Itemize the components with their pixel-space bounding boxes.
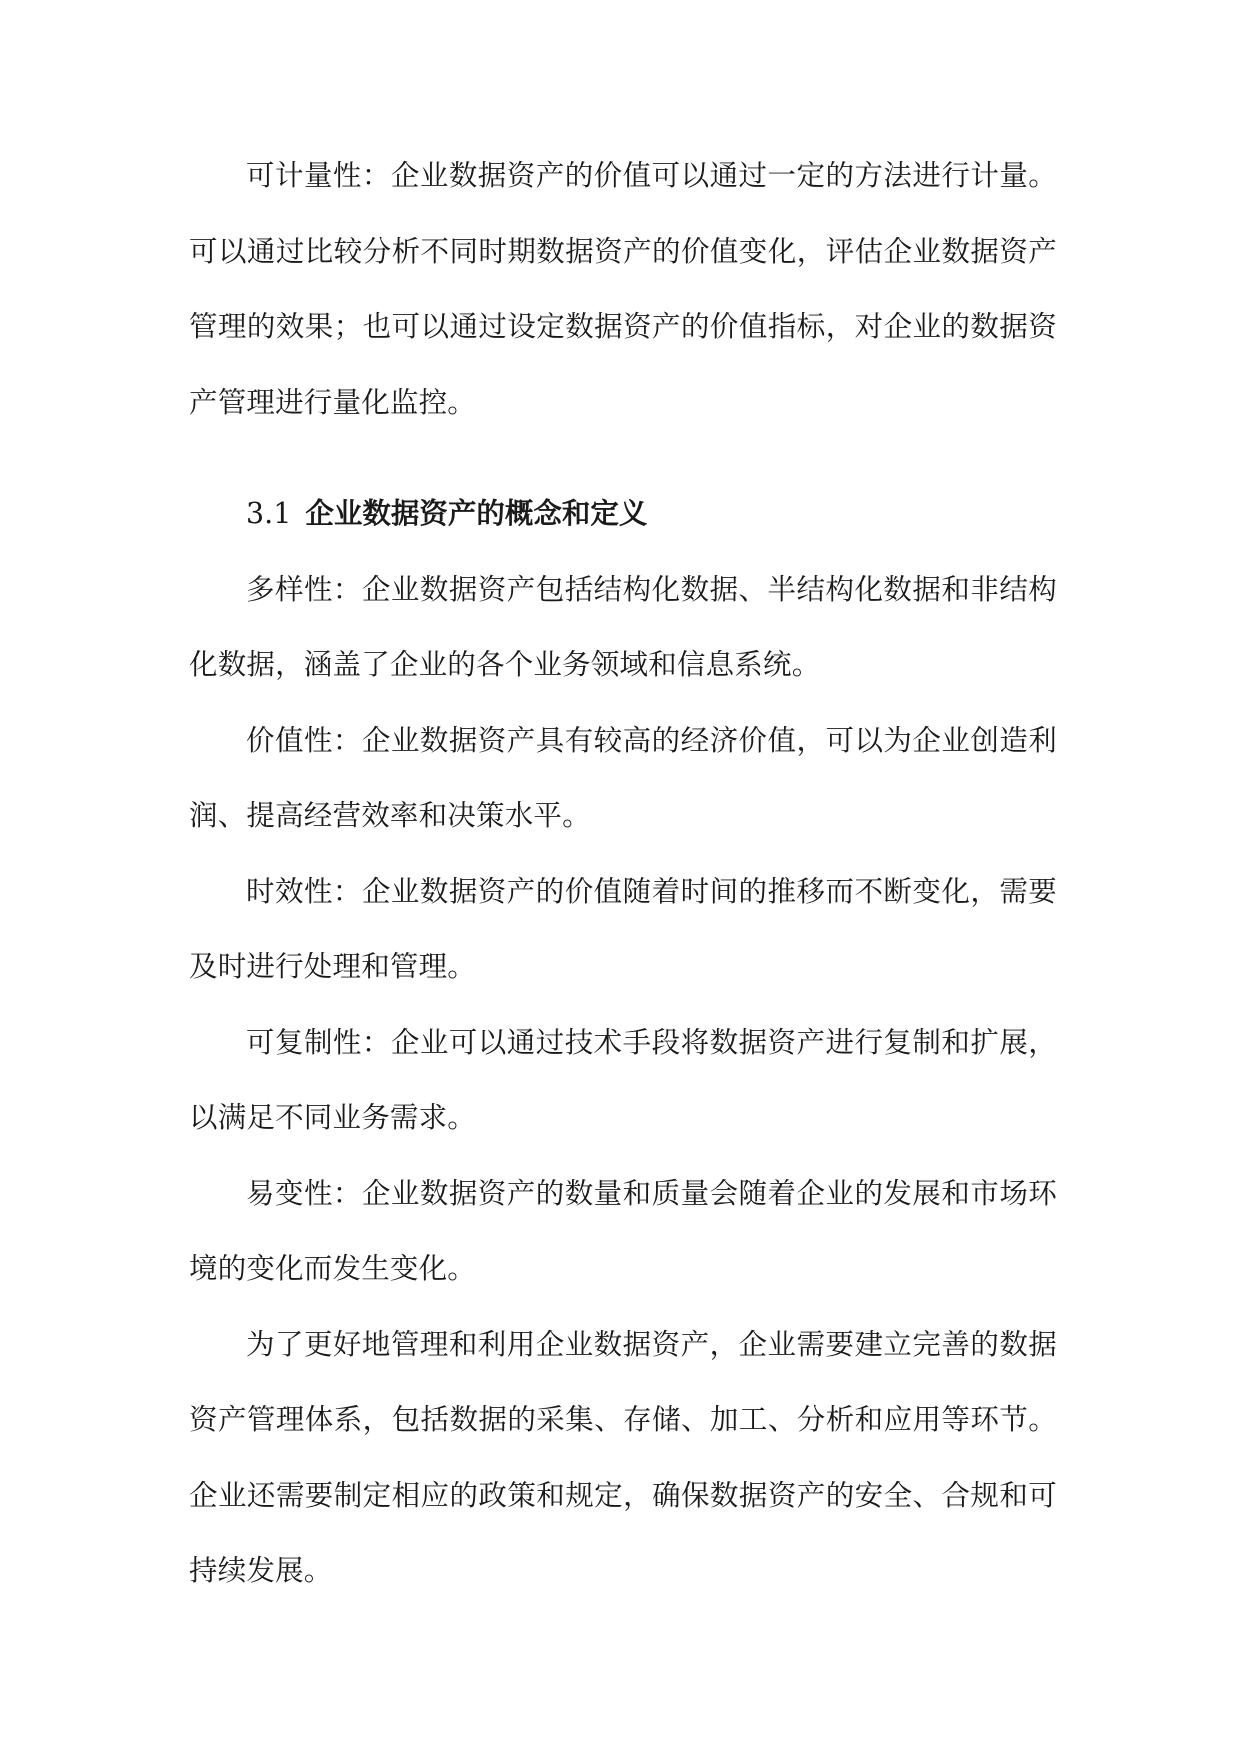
paragraph-diversity: 多样性：企业数据资产包括结构化数据、半结构化数据和非结构化数据，涵盖了企业的各个业务领域和信息系统。	[189, 572, 1057, 681]
section-heading	[189, 476, 1057, 552]
section-number: 3.1	[246, 497, 292, 530]
paragraph-measurability: 可计量性：企业数据资产的价值可以通过一定的方法进行计量。可以通过比较分析不同时期数据资产的价值变化，评估企业数据资产管理的效果；也可以通过设定数据资产的价值指标，对企业的数据资产管理进行量化监控。	[189, 159, 1057, 419]
paragraph-timeliness: 时效性：企业数据资产的价值随着时间的推移而不断变化，需要及时进行处理和管理。	[189, 874, 1057, 983]
paragraph-volatility: 易变性：企业数据资产的数量和质量会随着企业的发展和市场环境的变化而发生变化。	[189, 1176, 1057, 1285]
paragraph-value: 价值性：企业数据资产具有较高的经济价值，可以为企业创造利润、提高经营效率和决策水平。	[189, 723, 1057, 832]
section-title: 企业数据资产的概念和定义	[305, 497, 648, 530]
paragraph-replicability: 可复制性：企业可以通过技术手段将数据资产进行复制和扩展，以满足不同业务需求。	[189, 1025, 1057, 1134]
paragraph-management-system: 为了更好地管理和利用企业数据资产，企业需要建立完善的数据资产管理体系，包括数据的采集、存储、加工、分析和应用等环节。企业还需要制定相应的政策和规定，确保数据资产的安全、合规和可持续发展。	[189, 1327, 1057, 1587]
document-body	[189, 138, 1057, 1609]
